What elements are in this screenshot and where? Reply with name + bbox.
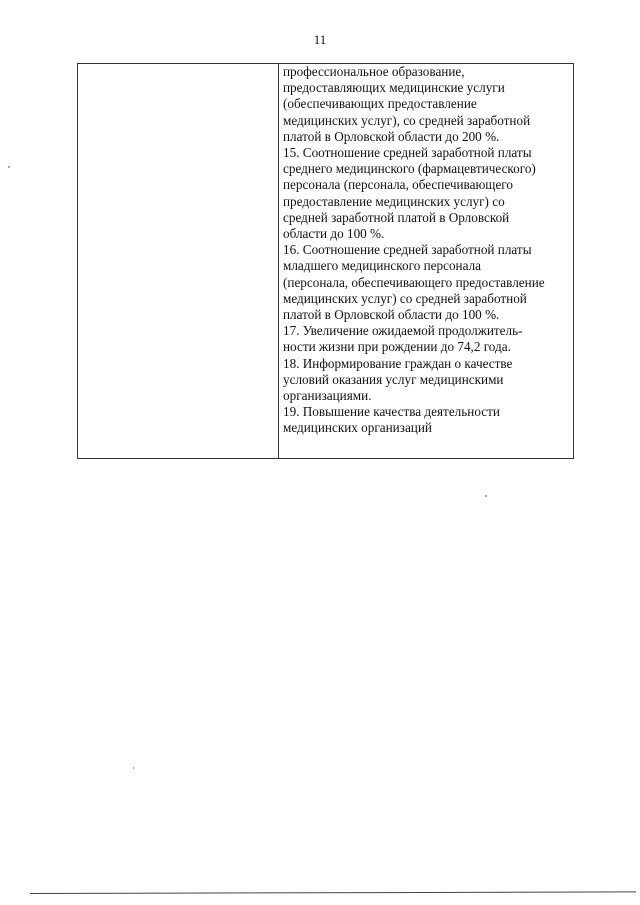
text-line: медицинских услуг) со средней заработной: [283, 290, 527, 306]
text-line: медицинских организаций: [283, 420, 432, 436]
indicator-item-15: [283, 145, 569, 242]
text-line: предоставление медицинских услуг) со: [283, 193, 505, 209]
text-line: ности жизни при рождении до 74,2 года.: [283, 339, 511, 355]
text-line: области до 100 %.: [283, 226, 385, 242]
indicator-item-18: [283, 356, 569, 405]
indicator-item-17: [283, 323, 569, 355]
text-line: условий оказания услуг медицинскими: [283, 371, 504, 387]
scan-speck: [8, 166, 10, 168]
text-line: (персонала, обеспечивающего предоставление: [283, 274, 545, 290]
text-line: 15. Соотношение средней заработной платы: [283, 145, 532, 161]
text-line: медицинских услуг), со средней заработной: [283, 112, 531, 128]
text-line: предоставляющих медицинские услуги: [283, 80, 505, 96]
indicator-item-16: [283, 242, 569, 323]
text-line: платой в Орловской области до 100 %.: [283, 307, 500, 323]
table-right-cell: [279, 64, 573, 458]
scan-speck: [133, 767, 134, 769]
text-line: 17. Увеличение ожидаемой продолжитель-: [283, 323, 523, 339]
document-table: [77, 63, 574, 459]
text-line: персонала (персонала, обеспечивающего: [283, 177, 513, 193]
indicator-item-19: [283, 404, 569, 436]
scan-speck: [485, 495, 487, 497]
bottom-rule: [30, 891, 636, 894]
text-line: 19. Повышение качества деятельности: [283, 404, 500, 420]
page-number: 11: [313, 32, 327, 47]
text-line: средней заработной платой в Орловской: [283, 209, 510, 225]
text-line: 18. Информирование граждан о качестве: [283, 355, 513, 371]
indicator-item: [283, 64, 569, 145]
text-line: платой в Орловской области до 200 %.: [283, 128, 500, 144]
table-left-cell: [78, 64, 279, 458]
text-line: среднего медицинского (фармацевтического): [283, 161, 536, 177]
text-line: профессиональное образование,: [283, 64, 465, 79]
text-line: младшего медицинского персонала: [283, 258, 481, 274]
text-line: организациями.: [283, 388, 372, 404]
text-line: 16. Соотношение средней заработной платы: [283, 242, 532, 258]
text-line: (обеспечивающих предоставление: [283, 96, 477, 112]
